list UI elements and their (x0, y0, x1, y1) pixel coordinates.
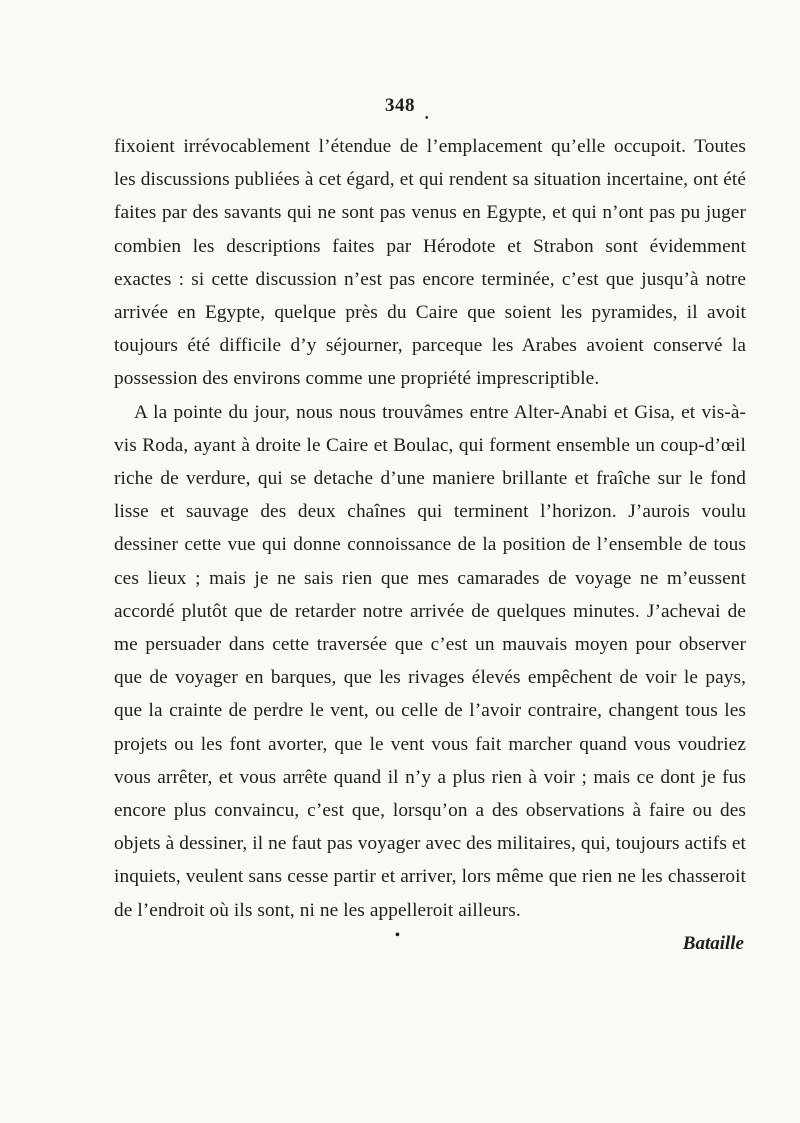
catchword: Bataille (682, 933, 744, 954)
ink-speck: • (425, 113, 429, 124)
ink-speck: • (395, 928, 400, 943)
page-number: 348 (385, 95, 415, 116)
paragraph-1: fixoient irrévocablement l’étendue de l’emplacement qu’elle occupoit. Toutes les discussions publiées à cet égard, et qui rendent sa situation incertaine, ont été faites par des savants qui ne sont pas venus en Egypte, et qui n’ont pas pu juger combien les descriptions faites par Hérodote et Strabon sont évidemment exactes : si cette discussion n’est pas encore terminée, c’est que jusqu’à notre arrivée en Egypte, quelque près du Caire que soient les pyramides, il avoit toujours été difficile d’y séjourner, parceque les Arabes avoient conservé la possession des environs comme une propriété imprescriptible. (114, 136, 746, 390)
body-text (114, 130, 746, 927)
paragraph-2: A la pointe du jour, nous nous trouvâmes entre Alter-Anabi et Gisa, et vis-à-vis Roda, ayant à droite le Caire et Boulac, qui forment ensemble un coup-d’œil riche de verdure, qui se detache d’une maniere brillante et fraîche sur le fond lisse et sauvage des deux chaînes qui terminent l’horizon. J’aurois voulu dessiner cette vue qui donne connoissance de la position de l’ensemble de tous ces lieux ; mais je ne sais rien que mes camarades de voyage ne m’eussent accordé plutôt que de retarder notre arrivée de quelques minutes. J’achevai de me persuader dans cette traversée que c’est un mauvais moyen pour observer que de voyager en barques, que les rivages élevés empêchent de voir le pays, que la crainte de perdre le vent, ou celle de l’avoir contraire, changent tous les projets ou les font avorter, que le vent vous fait marcher quand vous voudriez vous arrêter, et vous arrête quand il n’y a plus rien à voir ; mais ce dont je fus encore plus convaincu, c’est que, lorsqu’on a des observations à faire ou des objets à dessiner, il ne faut pas voyager avec des militaires, qui, toujours actifs et inquiets, veulent sans cesse partir et arriver, lors même que rien ne les chasseroit de l’endroit où ils sont, ni ne les appelleroit ailleurs. (114, 401, 746, 921)
